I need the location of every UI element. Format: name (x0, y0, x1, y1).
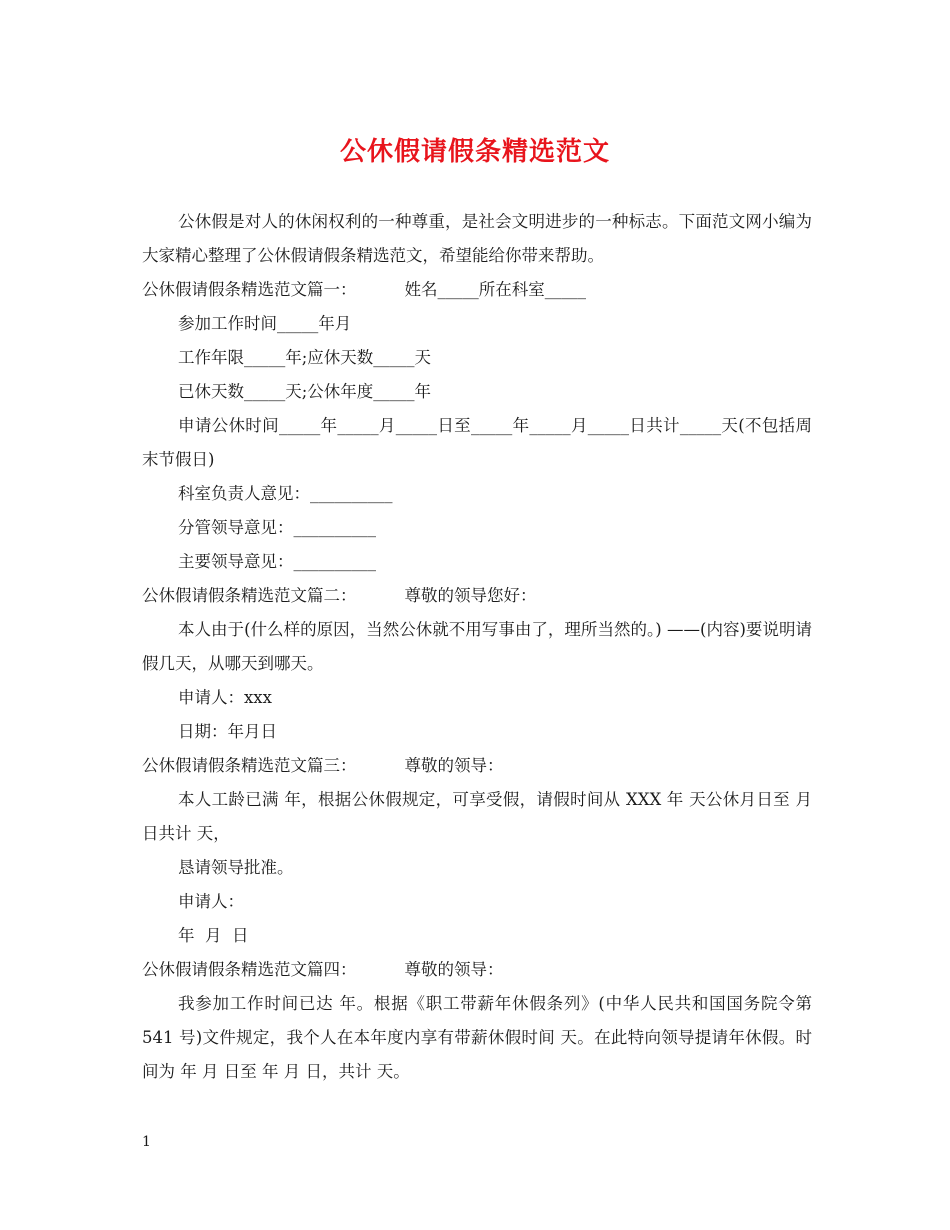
sample1-opinion: 主要领导意见：__________ (178, 552, 376, 571)
sample2-heading: 公休假请假条精选范文篇二： (142, 586, 357, 605)
sample2-heading-line (142, 579, 812, 613)
sample3-approval: 恳请领导批准。 (178, 858, 294, 877)
sample1-opinion: 分管领导意见：__________ (178, 518, 376, 537)
sample2-date: 日期：年月日 (178, 722, 277, 741)
sample1-line: 工作年限_____年;应休天数_____天 (178, 348, 432, 367)
sample1-line: 参加工作时间_____年月 (178, 314, 352, 333)
sample4-heading-line (142, 953, 812, 987)
sample1-heading-line (142, 273, 812, 307)
sample3-paragraph: 本人工龄已满 年，根据公休假规定，可享受假，请假时间从 XXX 年 天公休月日至 月 日共计 天， (142, 790, 812, 843)
sample3-heading-line (142, 749, 812, 783)
sample1-first-line: 姓名_____所在科室_____ (404, 280, 586, 299)
sample4-heading: 公休假请假条精选范文篇四： (142, 960, 357, 979)
sample4-paragraph: 我参加工作时间已达 年。根据《职工带薪年休假条列》(中华人民共和国国务院令第 541 号)文件规定，我个人在本年度内享有带薪休假时间 天。在此特向领导提请年休假。时间为 年 月 日至 年 月 日，共计 天。 (142, 994, 812, 1081)
sample1-request-paragraph: 申请公休时间_____年_____月_____日至_____年_____月_____日共计_____天(不包括周末节假日) (142, 416, 812, 469)
sample1-line: 已休天数_____天;公休年度_____年 (178, 382, 432, 401)
sample1-opinion: 科室负责人意见：__________ (178, 484, 393, 503)
sample3-first-line: 尊敬的领导： (404, 756, 504, 775)
document-body (142, 205, 812, 1089)
sample1-heading: 公休假请假条精选范文篇一： (142, 280, 357, 299)
sample2-paragraph: 本人由于(什么样的原因，当然公休就不用写事由了，理所当然的。) ——(内容)要说明请假几天，从哪天到哪天。 (142, 620, 812, 673)
sample4-first-line: 尊敬的领导： (404, 960, 504, 979)
document-title: 公休假请假条精选范文 (339, 137, 610, 167)
sample2-first-line: 尊敬的领导您好： (404, 586, 537, 605)
sample3-heading: 公休假请假条精选范文篇三： (142, 756, 357, 775)
intro-paragraph: 公休假是对人的休闲权利的一种尊重，是社会文明进步的一种标志。下面范文网小编为大家精心整理了公休假请假条精选范文，希望能给你带来帮助。 (142, 212, 812, 265)
sample2-applicant: 申请人：xxx (178, 688, 272, 707)
sample3-applicant: 申请人： (178, 892, 244, 911)
sample3-date: 年 月 日 (178, 926, 249, 945)
page-number: 1 (142, 1134, 151, 1150)
